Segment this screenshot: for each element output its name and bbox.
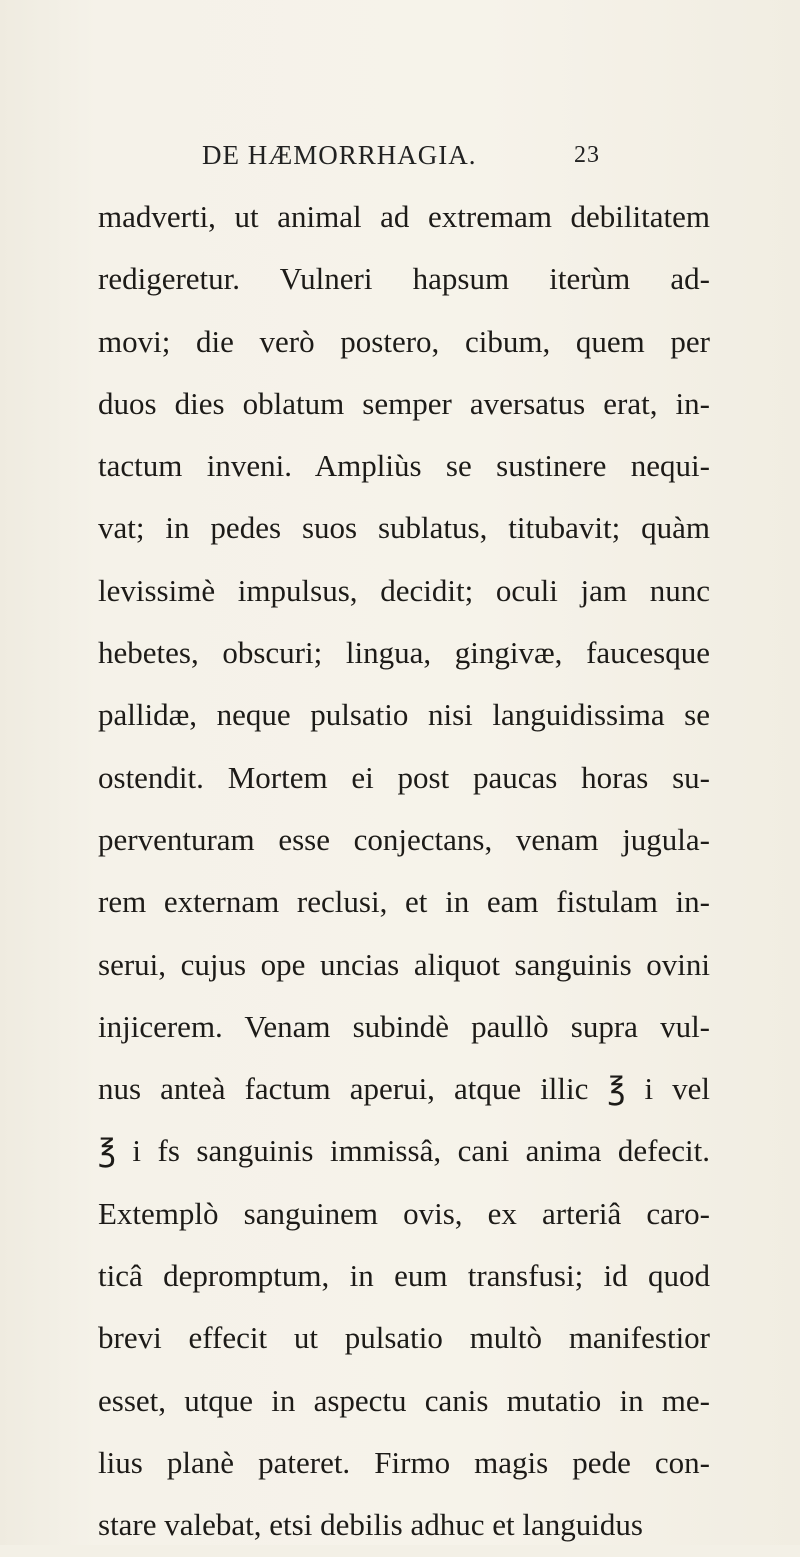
- running-head-title: DE HÆMORRHAGIA.: [202, 140, 477, 170]
- text-line: hebetes, obscuri; lingua, gingivæ, faucesque: [98, 635, 710, 671]
- text-line: ostendit. Mortem ei post paucas horas su-: [98, 759, 710, 795]
- text-line: movi; die verò postero, cibum, quem per: [98, 323, 710, 359]
- text-line: tactum inveni. Ampliùs se sustinere nequi-: [98, 448, 710, 484]
- text-line: pallidæ, neque pulsatio nisi languidissima se: [98, 697, 710, 733]
- text-line: brevi effecit ut pulsatio multò manifestior: [98, 1320, 710, 1356]
- text-line: redigeretur. Vulneri hapsum iterùm ad-: [98, 261, 710, 297]
- text-line: ℥ i fs sanguinis immissâ, cani anima defecit.: [98, 1133, 710, 1169]
- text-line: injicerem. Venam subindè paullò supra vul-: [98, 1008, 710, 1044]
- text-line: madverti, ut animal ad extremam debilitatem: [98, 199, 710, 234]
- text-line: Extemplò sanguinem ovis, ex arteriâ caro-: [98, 1195, 710, 1231]
- text-line: stare valebat, etsi debilis adhuc et languidus: [98, 1507, 643, 1543]
- text-line: rem externam reclusi, et in eam fistulam in-: [98, 884, 710, 920]
- text-line: esset, utque in aspectu canis mutatio in me-: [98, 1382, 710, 1418]
- text-line: vat; in pedes suos sublatus, titubavit; quàm: [98, 510, 710, 546]
- text-line: perventuram esse conjectans, venam jugula-: [98, 821, 710, 857]
- text-line: nus anteà factum aperui, atque illic ℥ i vel: [98, 1071, 710, 1107]
- text-line: ticâ depromptum, in eum transfusi; id quod: [98, 1258, 710, 1294]
- page-number: 23: [574, 142, 600, 168]
- text-line: lius planè pateret. Firmo magis pede con-: [98, 1444, 710, 1480]
- body-text: [98, 186, 710, 1557]
- text-line: levissimè impulsus, decidit; oculi jam nunc: [98, 572, 710, 608]
- text-line: serui, cujus ope uncias aliquot sanguinis ovini: [98, 946, 710, 982]
- text-line: duos dies oblatum semper aversatus erat, in-: [98, 385, 710, 421]
